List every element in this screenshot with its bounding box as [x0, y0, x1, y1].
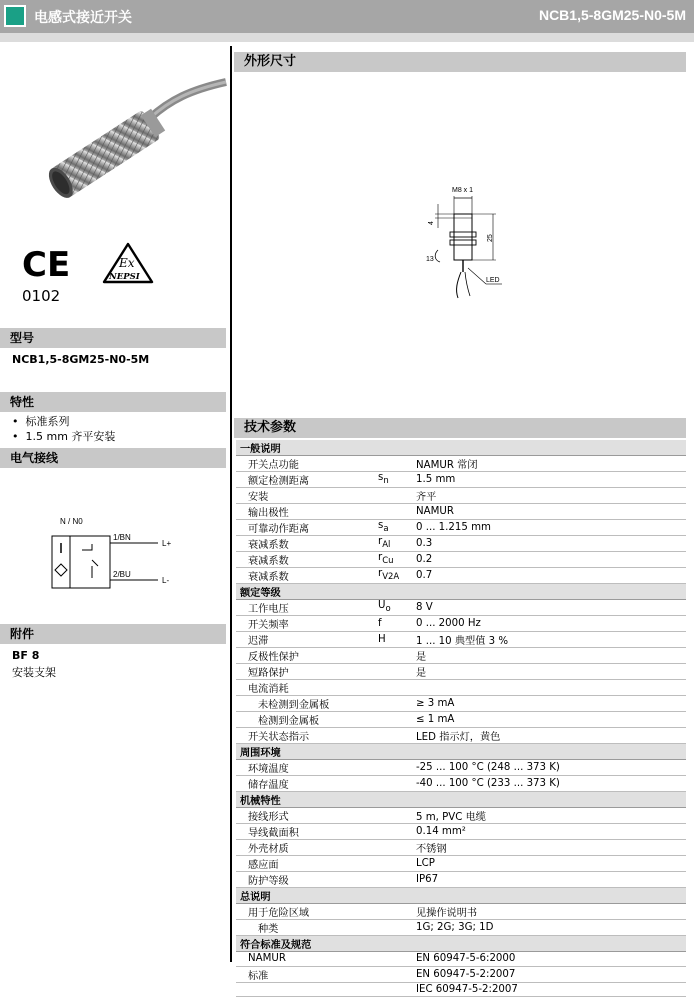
dim-thread-label: M8 x 1 — [452, 187, 474, 194]
spec-row — [236, 712, 686, 728]
features-section-header: 特性 — [0, 392, 226, 412]
wire-lplus-label: L+ — [162, 539, 172, 548]
spec-value: ≤ 1 mA — [416, 712, 686, 728]
accessories-section-header: 附件 — [0, 624, 226, 644]
brand-logo — [4, 5, 26, 27]
spec-symbol — [378, 488, 416, 504]
spec-symbol — [378, 600, 416, 616]
spec-value: 1 ... 10 典型值 3 % — [416, 632, 686, 648]
spec-symbol — [378, 920, 416, 936]
spec-symbol — [378, 696, 416, 712]
wiring-n0-label: N / N0 — [60, 517, 83, 526]
spec-value: ≥ 3 mA — [416, 696, 686, 712]
spec-value: 齐平 — [416, 488, 686, 504]
spec-symbol — [378, 904, 416, 920]
spec-group-row — [236, 744, 686, 760]
spec-symbol — [378, 680, 416, 696]
spec-row — [236, 616, 686, 632]
spec-row — [236, 600, 686, 616]
spec-label: 导线截面积 — [236, 824, 378, 840]
dim-25-label: 25 — [487, 234, 494, 242]
spec-label — [236, 982, 378, 997]
spec-group-label: 机械特性 — [236, 792, 686, 808]
spec-group-row — [236, 440, 686, 456]
spec-value: 1G; 2G; 3G; 1D — [416, 920, 686, 936]
spec-row — [236, 920, 686, 936]
spec-row — [236, 872, 686, 888]
spec-row — [236, 552, 686, 568]
spec-symbol — [378, 616, 416, 632]
spec-value: 0.2 — [416, 552, 686, 568]
spec-label: NAMUR — [236, 952, 378, 967]
spec-label: 开关点功能 — [236, 456, 378, 472]
spec-symbol — [378, 840, 416, 856]
spec-symbol — [378, 568, 416, 584]
spec-symbol — [378, 856, 416, 872]
spec-value: NAMUR 常闭 — [416, 456, 686, 472]
spec-value: -40 ... 100 °C (233 ... 373 K) — [416, 776, 686, 792]
spec-table — [236, 440, 686, 997]
spec-value: 0 ... 2000 Hz — [416, 616, 686, 632]
spec-group-label: 一般说明 — [236, 440, 686, 456]
spec-row — [236, 664, 686, 680]
spec-row — [236, 632, 686, 648]
spec-row — [236, 952, 686, 967]
spec-row — [236, 776, 686, 792]
spec-symbol — [378, 824, 416, 840]
spec-symbol — [378, 872, 416, 888]
spec-symbol — [378, 712, 416, 728]
spec-symbol — [378, 808, 416, 824]
wire-pin1-label: 1/BN — [113, 533, 131, 542]
spec-value: -25 ... 100 °C (248 ... 373 K) — [416, 760, 686, 776]
ce-number: 0102 — [22, 287, 61, 305]
spec-row — [236, 680, 686, 696]
spec-label: 检测到金属板 — [236, 712, 378, 728]
spec-symbol — [378, 632, 416, 648]
spec-symbol-subscript: V2A — [382, 572, 400, 583]
ex-mark-top: Ex — [119, 256, 135, 270]
spec-symbol-main: U — [378, 600, 386, 612]
spec-label: 外壳材质 — [236, 840, 378, 856]
spec-group-label: 总说明 — [236, 888, 686, 904]
dim-4-label: 4 — [428, 221, 435, 225]
spec-symbol — [378, 952, 416, 967]
spec-symbol-main: s — [378, 472, 384, 484]
spec-label: 工作电压 — [236, 600, 378, 616]
header-subbar — [0, 33, 694, 42]
spec-symbol — [378, 776, 416, 792]
spec-value: EN 60947-5-2:2007 — [416, 966, 686, 982]
spec-row — [236, 824, 686, 840]
spec-symbol — [378, 664, 416, 680]
spec-value: 5 m, PVC 电缆 — [416, 808, 686, 824]
spec-symbol — [378, 536, 416, 552]
spec-value: IP67 — [416, 872, 686, 888]
spec-row — [236, 520, 686, 536]
spec-label: 安装 — [236, 488, 378, 504]
wire-pin2-label: 2/BU — [113, 570, 131, 579]
feature-item-1: • 标准系列 — [12, 415, 70, 428]
ce-mark: CE — [22, 245, 71, 285]
wiring-section-header: 电气接线 — [0, 448, 226, 468]
spec-row — [236, 472, 686, 488]
spec-label: 迟滞 — [236, 632, 378, 648]
spec-label: 感应面 — [236, 856, 378, 872]
accessory-description: 安装支架 — [12, 666, 56, 679]
certification-marks — [20, 240, 220, 310]
spec-value: 0.14 mm² — [416, 824, 686, 840]
spec-row — [236, 536, 686, 552]
spec-value: 见操作说明书 — [416, 904, 686, 920]
spec-value: LCP — [416, 856, 686, 872]
spec-group-row — [236, 888, 686, 904]
dimensions-section-header: 外形尺寸 — [234, 52, 686, 72]
spec-symbol — [378, 982, 416, 997]
spec-value: 0 ... 1.215 mm — [416, 520, 686, 536]
spec-symbol — [378, 760, 416, 776]
spec-group-label: 额定等级 — [236, 584, 686, 600]
spec-group-row — [236, 584, 686, 600]
spec-symbol-main: H — [378, 634, 386, 645]
spec-label: 衰减系数 — [236, 568, 378, 584]
spec-symbol — [378, 504, 416, 520]
spec-symbol — [378, 552, 416, 568]
spec-label: 衰减系数 — [236, 552, 378, 568]
spec-label: 开关频率 — [236, 616, 378, 632]
product-model-title: NCB1,5-8GM25-N0-5M — [538, 7, 686, 23]
spec-label: 开关状态指示 — [236, 728, 378, 744]
spec-label: 输出极性 — [236, 504, 378, 520]
product-photo — [30, 60, 226, 220]
spec-label: 储存温度 — [236, 776, 378, 792]
dim-13-label: 13 — [426, 256, 434, 263]
page-title: 电感式接近开关 — [34, 10, 132, 26]
spec-row — [236, 808, 686, 824]
spec-value: LED 指示灯，黄色 — [416, 728, 686, 744]
spec-value — [416, 680, 686, 696]
dimension-drawing — [410, 180, 520, 300]
spec-value: 是 — [416, 648, 686, 664]
spec-row — [236, 728, 686, 744]
spec-row — [236, 982, 686, 997]
spec-label: 反极性保护 — [236, 648, 378, 664]
spec-row — [236, 504, 686, 520]
spec-symbol-main: r — [378, 536, 383, 548]
spec-symbol-subscript: a — [383, 524, 389, 535]
spec-symbol-subscript: o — [385, 604, 391, 615]
spec-row — [236, 904, 686, 920]
spec-symbol-main: s — [378, 520, 384, 532]
column-divider — [230, 46, 232, 962]
spec-label: 防护等级 — [236, 872, 378, 888]
spec-label: 用于危险区域 — [236, 904, 378, 920]
spec-value: 不锈钢 — [416, 840, 686, 856]
model-value: NCB1,5-8GM25-N0-5M — [12, 353, 150, 366]
accessory-name: BF 8 — [12, 649, 40, 662]
spec-symbol — [378, 520, 416, 536]
spec-group-row — [236, 792, 686, 808]
spec-row — [236, 488, 686, 504]
spec-group-label: 符合标准及规范 — [236, 936, 686, 952]
spec-symbol — [378, 966, 416, 982]
spec-value: 是 — [416, 664, 686, 680]
spec-symbol-subscript: Al — [382, 540, 391, 551]
spec-symbol-main: r — [378, 568, 383, 580]
spec-value: IEC 60947-5-2:2007 — [416, 982, 686, 997]
spec-label: 未检测到金属板 — [236, 696, 378, 712]
spec-label: 短路保护 — [236, 664, 378, 680]
spec-row — [236, 966, 686, 982]
spec-value: NAMUR — [416, 504, 686, 520]
spec-label: 衰减系数 — [236, 536, 378, 552]
spec-symbol-main: f — [378, 618, 382, 629]
spec-label: 种类 — [236, 920, 378, 936]
spec-value: 0.3 — [416, 536, 686, 552]
spec-value: 0.7 — [416, 568, 686, 584]
tech-section-header: 技术参数 — [234, 418, 686, 438]
header-bar — [0, 0, 694, 33]
spec-symbol-subscript: Cu — [382, 556, 394, 567]
spec-group-label: 周围环境 — [236, 744, 686, 760]
dim-led-label: LED — [486, 277, 500, 284]
spec-symbol-subscript: n — [383, 476, 389, 487]
wire-lminus-label: L- — [162, 576, 170, 585]
spec-label: 可靠动作距离 — [236, 520, 378, 536]
spec-row — [236, 840, 686, 856]
spec-group-row — [236, 936, 686, 952]
spec-row — [236, 856, 686, 872]
spec-label: 环境温度 — [236, 760, 378, 776]
spec-row — [236, 568, 686, 584]
spec-label: 接线形式 — [236, 808, 378, 824]
spec-label: 标准 — [236, 966, 378, 982]
spec-symbol — [378, 728, 416, 744]
wiring-diagram — [40, 510, 230, 600]
spec-symbol — [378, 648, 416, 664]
spec-row — [236, 648, 686, 664]
ex-mark-bottom: NEPSI — [109, 272, 140, 282]
spec-symbol-main: r — [378, 552, 383, 564]
spec-symbol — [378, 472, 416, 488]
feature-item-2: • 1.5 mm 齐平安装 — [12, 430, 116, 443]
spec-row — [236, 696, 686, 712]
spec-row — [236, 456, 686, 472]
spec-label: 额定检测距离 — [236, 472, 378, 488]
spec-symbol — [378, 456, 416, 472]
model-section-header: 型号 — [0, 328, 226, 348]
spec-value: 1.5 mm — [416, 472, 686, 488]
spec-value: EN 60947-5-6:2000 — [416, 952, 686, 967]
spec-label: 电流消耗 — [236, 680, 378, 696]
spec-row — [236, 760, 686, 776]
spec-value: 8 V — [416, 600, 686, 616]
